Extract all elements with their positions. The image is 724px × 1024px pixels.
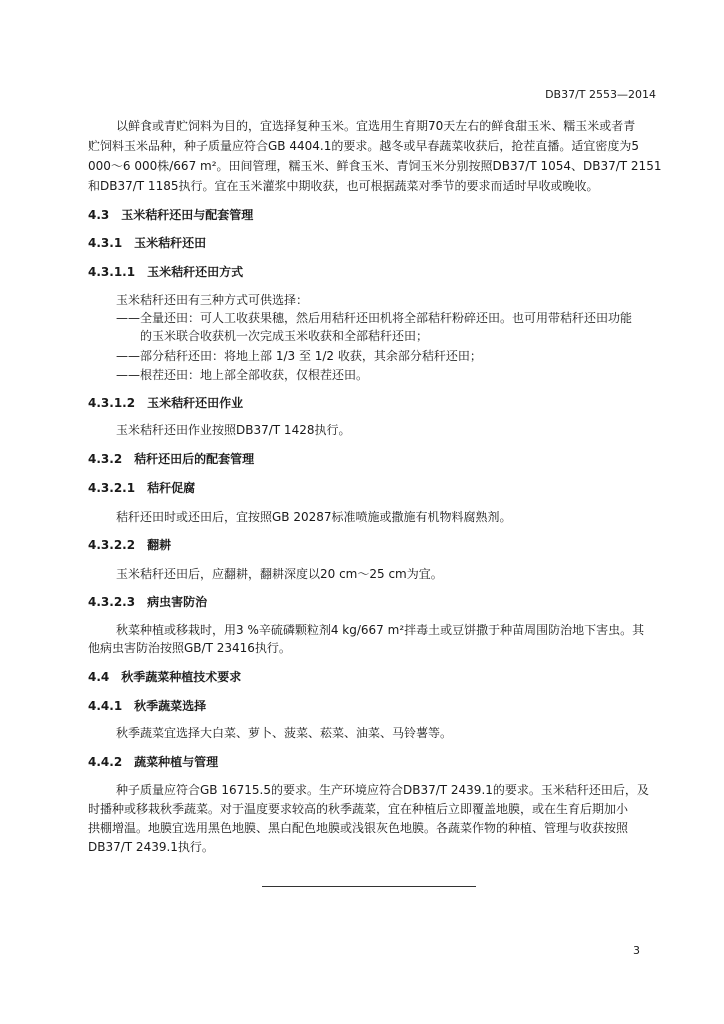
para-4-4-2-line-2: 时播种或移栽秋季蔬菜。对于温度要求较高的秋季蔬菜，宜在种植后立即覆盖地膜，或在生育后期加小	[88, 802, 629, 816]
heading-4-3: 4.3 玉米秸秆还田与配套管理	[88, 208, 254, 222]
method-stubble: ——根茬还田：地上部全部收获，仅根茬还田。	[116, 368, 369, 382]
heading-4-3-1: 4.3.1 玉米秸秆还田	[88, 236, 207, 250]
para-4-4-2-line-1: 种子质量应符合GB 16715.5的要求。生产环境应符合DB37/T 2439.1的要求。玉米秸秆还田后，及	[116, 783, 649, 797]
para-4-4-1: 秋季蔬菜宜选择大白菜、萝卜、菠菜、菘菜、油菜、马铃薯等。	[116, 726, 453, 740]
intro-line-2: 贮饲料玉米品种，种子质量应符合GB 4404.1的要求。越冬或早春蔬菜收获后，抢茬直播。适宜密度为5	[88, 139, 639, 153]
intro-line-1: 以鲜食或青贮饲料为目的，宜选择复种玉米。宜选用生育期70天左右的鲜食甜玉米、糯玉米或者青	[116, 119, 636, 133]
para-4-4-2-line-4: DB37/T 2439.1执行。	[88, 840, 214, 854]
heading-4-3-2-3: 4.3.2.3 病虫害防治	[88, 595, 208, 609]
heading-4-4-2: 4.4.2 蔬菜种植与管理	[88, 755, 219, 769]
para-4-3-2-1: 秸秆还田时或还田后，宜按照GB 20287标准喷施或撒施有机物料腐熟剂。	[116, 510, 512, 524]
para-4-3-1-2: 玉米秸秆还田作业按照DB37/T 1428执行。	[116, 423, 351, 437]
para-4-3-2-2: 玉米秸秆还田后，应翻耕，翻耕深度以20 cm～25 cm为宜。	[116, 567, 443, 581]
heading-4-4: 4.4 秋季蔬菜种植技术要求	[88, 670, 242, 684]
para-4-3-2-3-line-1: 秋菜种植或移栽时，用3 %辛硫磷颗粒剂4 kg/667 m²拌毒土或豆饼撒于种苗周围防治地下害虫。其	[116, 623, 645, 637]
heading-4-3-1-1: 4.3.1.1 玉米秸秆还田方式	[88, 265, 244, 279]
heading-4-3-2-2: 4.3.2.2 翻耕	[88, 538, 172, 552]
intro-line-3: 000～6 000株/667 m²。田间管理，糯玉米、鲜食玉米、青饲玉米分别按照DB37/T 1054、DB37/T 2151	[88, 159, 662, 173]
para-4-4-2-line-3: 拱棚增温。地膜宜选用黑色地膜、黑白配色地膜或浅银灰色地膜。各蔬菜作物的种植、管理与收获按照	[88, 821, 629, 835]
intro-line-4: 和DB37/T 1185执行。宜在玉米灌浆中期收获，也可根据蔬菜对季节的要求而适时早收或晚收。	[88, 179, 599, 193]
page-number: 3	[633, 944, 640, 957]
heading-4-4-1: 4.4.1 秋季蔬菜选择	[88, 699, 207, 713]
methods-intro: 玉米秸秆还田有三种方式可供选择：	[116, 293, 309, 307]
method-partial: ——部分秸秆还田：将地上部 1/3 至 1/2 收获，其余部分秸秆还田；	[116, 349, 482, 363]
end-divider	[262, 886, 476, 887]
heading-4-3-1-2: 4.3.1.2 玉米秸秆还田作业	[88, 396, 244, 410]
method-full: ——全量还田：可人工收获果穗，然后用秸秆还田机将全部秸秆粉碎还田。也可用带秸秆还田功能	[116, 311, 633, 325]
heading-4-3-2-1: 4.3.2.1 秸秆促腐	[88, 481, 196, 495]
para-4-3-2-3-line-2: 他病虫害防治按照GB/T 23416执行。	[88, 641, 291, 655]
heading-4-3-2: 4.3.2 秸秆还田后的配套管理	[88, 452, 255, 466]
method-full-cont: 的玉米联合收获机一次完成玉米收获和全部秸秆还田；	[140, 329, 429, 343]
standard-code-header: DB37/T 2553—2014	[545, 88, 656, 101]
